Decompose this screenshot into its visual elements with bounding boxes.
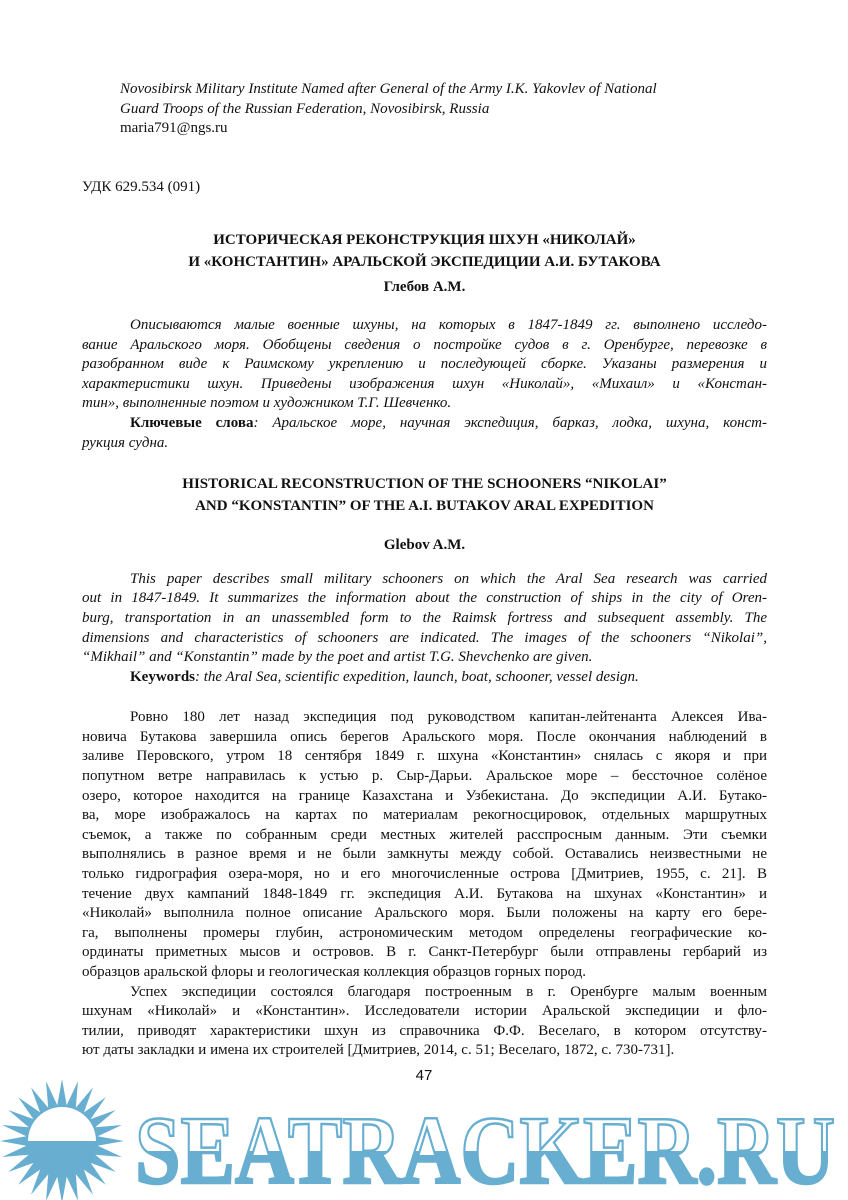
body-line: только гидрография озера-моря, но и его многочисленные острова [Дмитриев, 1955, с. 21]. В <box>82 866 767 883</box>
ru-keywords-text: рукция судна. <box>82 434 169 451</box>
ru-abstract-line: характеристики шхун. Приведены изображения шхун «Николай», «Михаил» и «Констан- <box>82 375 767 392</box>
ru-abstract-line: вание Аральского моря. Обобщены сведения о постройке судов в г. Оренбурге, перевозке в <box>82 336 767 353</box>
en-abstract-line: burg, transportation in an unassembled form to the Raimsk fortress and subsequent assembly. The <box>82 609 767 626</box>
ru-abstract-line: разобранном виде к Раимскому укреплению и последующей сборке. Указаны размерения и <box>82 356 767 373</box>
body-line: течение двух кампаний 1848-1849 гг. экспедиция А.И. Бутакова на шхунах «Константин» и <box>82 885 767 902</box>
ru-abstract-line: тин», выполненные поэтом и художником Т.Г. Шевченко. <box>82 395 452 412</box>
body-line: «Николай» выполнила полное описание Аральского моря. Были положены на карту его бере- <box>82 905 767 922</box>
body-line: образцов аральской флоры и геологическая коллекция образцов горных пород. <box>82 964 587 980</box>
en-abstract-line: “Mikhail” and “Konstantin” made by the poet and artist T.G. Shevchenko are given. <box>82 649 593 666</box>
body-line: новича Бутакова завершила опись берегов Аральского моря. После окончания наблюдений в <box>82 728 767 745</box>
body-paragraph <box>82 708 767 982</box>
udk-code: УДК 629.534 (091) <box>82 178 201 195</box>
body-line: ординаты приметных мысов и островов. В г. Санкт-Петербург были отправлены гербарий из <box>82 944 767 961</box>
ru-keywords <box>82 414 767 453</box>
affiliation-line: Guard Troops of the Russian Federation, Novosibirsk, Russia <box>120 100 490 117</box>
en-title-line: AND “KONSTANTIN” OF THE A.I. BUTAKOV ARAL EXPEDITION <box>195 498 654 515</box>
seatracker-watermark <box>0 1075 848 1200</box>
en-title <box>82 473 767 517</box>
en-abstract-line: This paper describes small military schooners on which the Aral Sea research was carried <box>130 570 767 587</box>
page-column <box>82 80 767 1061</box>
watermark-text: SEATRACKER.RU <box>135 1097 835 1200</box>
ru-abstract-line: Описываются малые военные шхуны, на которых в 1847-1849 гг. выполнено исследо- <box>130 316 767 333</box>
body-line: озеро, которое находится на границе Казахстана и Узбекистана. До экспедиции А.И. Бутако- <box>82 787 767 804</box>
ru-title <box>82 229 767 273</box>
body-line: Успех экспедиции состоялся благодаря построенным в г. Оренбурге малым военным <box>130 983 767 1000</box>
body-line: тилии, приводят характеристики шхун из справочника Ф.Ф. Веселаго, в котором отсутству- <box>82 1022 767 1039</box>
en-abstract-line: dimensions and characteristics of schooners are indicated. The images of the schooners “Nikolai”, <box>82 629 767 646</box>
en-author: Glebov A.M. <box>383 537 466 554</box>
body-line: попутном ветре направилась к устью р. Сыр-Дарьи. Аральское море – бессточное солёное <box>82 768 767 785</box>
en-keywords-text: : the Aral Sea, scientific expedition, launch, boat, schooner, vessel design. <box>195 668 639 685</box>
ru-title-line: И «КОНСТАНТИН» АРАЛЬСКОЙ ЭКСПЕДИЦИИ А.И. БУТАКОВА <box>188 254 661 271</box>
affiliation-line: Novosibirsk Military Institute Named after General of the Army I.K. Yakovlev of National <box>120 81 657 97</box>
body-line: съемок, а также по собранным среди местных жителей расспросным данным. Эти съемки <box>82 826 767 843</box>
en-title-line: HISTORICAL RECONSTRUCTION OF THE SCHOONERS “NIKOLAI” <box>182 476 667 493</box>
sun-logo-icon <box>0 1079 124 1200</box>
page-number: 47 <box>415 1067 433 1084</box>
en-keywords-label: Keywords <box>130 668 195 685</box>
body-line: выполнялись в разное время и не были замкнуты между собой. Оставались неизвестными не <box>82 846 767 863</box>
en-keywords <box>82 668 767 688</box>
body-line: Ровно 180 лет назад экспедиция под руководством капитан-лейтенанта Алексея Ива- <box>130 709 767 726</box>
body-line: га, выполнены промеры глубин, астрономическим методом определены географические ко- <box>82 924 767 941</box>
en-abstract <box>82 570 767 668</box>
ru-keywords-label: Ключевые слова <box>130 414 254 431</box>
ru-title-line: ИСТОРИЧЕСКАЯ РЕКОНСТРУКЦИЯ ШХУН «НИКОЛАЙ» <box>213 232 636 249</box>
author-email[interactable]: maria791@ngs.ru <box>120 120 228 137</box>
body-line: ют даты закладки и имена их строителей [Дмитриев, 2014, с. 51; Веселаго, 1872, с. 730-731]. <box>82 1042 675 1059</box>
body-paragraph <box>82 983 767 1061</box>
body-line: шхунам «Николай» и «Константин». Исследователи истории Аральской экспедиции и фло- <box>82 1003 767 1020</box>
body-text <box>82 708 767 1061</box>
ru-author: Глебов А.М. <box>383 279 466 296</box>
affiliation <box>120 80 767 139</box>
body-line: заливе Перовского, утром 18 сентября 1849 г. шхуна «Константин» снялась с якоря и при <box>82 748 767 765</box>
ru-abstract <box>82 316 767 414</box>
en-abstract-line: out in 1847-1849. It summarizes the information about the construction of ships in the city of Oren- <box>82 590 767 607</box>
body-line: ва, море изображалось на картах по материалам рекогносцировок, отдельных маршрутных <box>82 807 767 824</box>
ru-keywords-text: : Аральское море, научная экспедиция, барказ, лодка, шхуна, конст- <box>253 414 767 431</box>
